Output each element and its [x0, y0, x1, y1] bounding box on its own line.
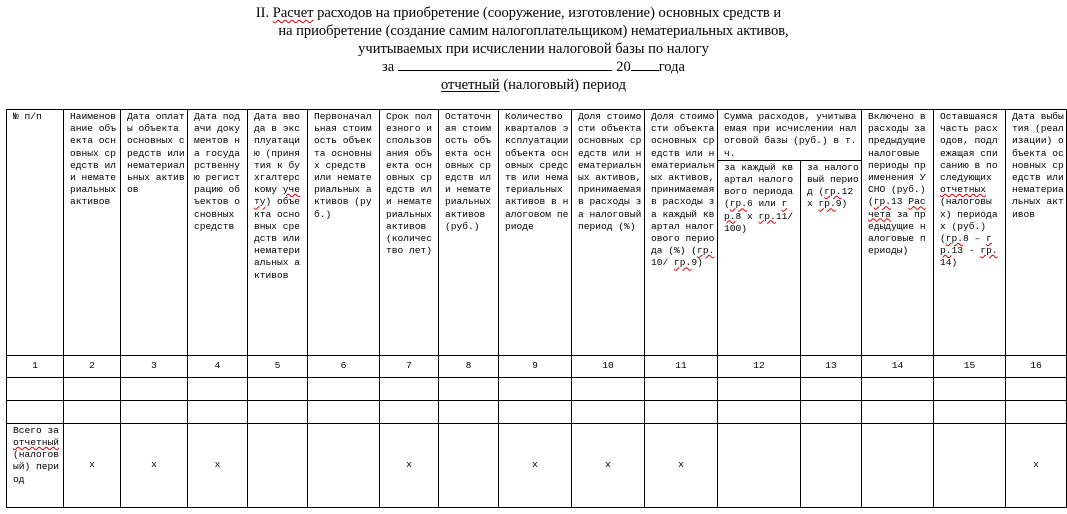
col-11-header: Доля стоимости объекта основных средств или нематериальных активов, принимаемая в расходы за каждый квартал налогового периода (%) (гр.10/ гр.9): [645, 110, 718, 356]
total-row: [7, 423, 1067, 507]
total-x-mark: х: [188, 423, 248, 507]
title-line-1: II. Расчет расходов на приобретение (сооружение, изготовление) основных средств и: [255, 5, 782, 21]
table-cell[interactable]: [1006, 400, 1067, 423]
table-cell[interactable]: [572, 400, 645, 423]
table-cell[interactable]: [499, 377, 572, 400]
col-num-12: 12: [718, 355, 801, 377]
col-num-4: 4: [188, 355, 248, 377]
col-num-16: 16: [1006, 355, 1067, 377]
table-cell[interactable]: [499, 400, 572, 423]
table-cell[interactable]: [121, 377, 188, 400]
col-num-14: 14: [862, 355, 934, 377]
total-x-mark: х: [380, 423, 439, 507]
total-x-mark: х: [499, 423, 572, 507]
col-num-6: 6: [308, 355, 380, 377]
table-cell[interactable]: [380, 400, 439, 423]
form-title: [0, 4, 1067, 94]
total-x-mark: х: [64, 423, 121, 507]
title-line-5: отчетный (налоговый) период: [440, 77, 627, 93]
table-cell[interactable]: [934, 400, 1006, 423]
col-12-header: за каждый квартал налогового периода (гр.6 или гр.8 х гр.11/100): [718, 160, 801, 355]
table-cell[interactable]: [7, 400, 64, 423]
col-num-3: 3: [121, 355, 188, 377]
total-cell[interactable]: [308, 423, 380, 507]
col-8-header: Остаточная стоимость объекта основных средств или нематериальных активов (руб.): [439, 110, 499, 356]
col-num-1: 1: [7, 355, 64, 377]
table-cell[interactable]: [439, 400, 499, 423]
table-cell[interactable]: [308, 400, 380, 423]
col-15-header: Оставшаяся часть расходов, подлежащая списанию в последующих отчетных (налоговых) периодах (руб.) (гр.8 – гр.13 - гр.14): [934, 110, 1006, 356]
col-num-10: 10: [572, 355, 645, 377]
col-12-13-group-header: Сумма расходов, учитываемая при исчислении налоговой базы (руб.) в т.ч.: [718, 110, 862, 161]
total-cell[interactable]: [439, 423, 499, 507]
col-num-5: 5: [248, 355, 308, 377]
total-cell[interactable]: [862, 423, 934, 507]
table-cell[interactable]: [645, 377, 718, 400]
year-blank-field[interactable]: [631, 58, 659, 71]
total-label: Всего за отчетный (налоговый) период: [7, 423, 64, 507]
col-num-13: 13: [801, 355, 862, 377]
col-16-header: Дата выбытия (реализации) объекта основных средств или нематериальных активов: [1006, 110, 1067, 356]
table-cell[interactable]: [7, 377, 64, 400]
col-num-9: 9: [499, 355, 572, 377]
col-num-2: 2: [64, 355, 121, 377]
title-line-3: учитываемых при исчислении налоговой базы по налогу: [358, 41, 709, 57]
table-cell[interactable]: [248, 377, 308, 400]
table-cell[interactable]: [188, 400, 248, 423]
col-num-11: 11: [645, 355, 718, 377]
table-cell[interactable]: [64, 400, 121, 423]
table-cell[interactable]: [645, 400, 718, 423]
table-row: [7, 400, 1067, 423]
table-cell[interactable]: [121, 400, 188, 423]
total-x-mark: х: [121, 423, 188, 507]
table-cell[interactable]: [64, 377, 121, 400]
col-num-15: 15: [934, 355, 1006, 377]
table-cell[interactable]: [308, 377, 380, 400]
table-cell[interactable]: [801, 377, 862, 400]
total-cell[interactable]: [718, 423, 801, 507]
col-num-7: 7: [380, 355, 439, 377]
total-cell[interactable]: [934, 423, 1006, 507]
col-10-header: Доля стоимости объекта основных средств или нематериальных активов, принимаемая в расходы за налоговый период (%): [572, 110, 645, 356]
col-5-header: Дата ввода в эксплуатацию (принятия к бухгалтерскому учету) объекта основных средств или нематериальных активов: [248, 110, 308, 356]
table-row: [7, 377, 1067, 400]
column-number-row: [7, 355, 1067, 377]
table-cell[interactable]: [188, 377, 248, 400]
col-2-header: Наименование объекта основных средств или нематериальных активов: [64, 110, 121, 356]
table-cell[interactable]: [572, 377, 645, 400]
period-blank-field[interactable]: [398, 58, 612, 71]
col-num-8: 8: [439, 355, 499, 377]
col-13-header: за налоговый период (гр.12 х гр.9): [801, 160, 862, 355]
expenses-table: [6, 109, 1067, 508]
title-line-2: на приобретение (создание самим налогоплательщиком) нематериальных активов,: [278, 23, 789, 39]
total-x-mark: х: [1006, 423, 1067, 507]
col-1-header: № п/п: [7, 110, 64, 356]
table-cell[interactable]: [801, 400, 862, 423]
col-9-header: Количество кварталов эксплуатации объекта основных средств или нематериальных активов в налоговом периоде: [499, 110, 572, 356]
col-7-header: Срок полезного использования объекта основных средств или нематериальных активов (количество лет): [380, 110, 439, 356]
table-cell[interactable]: [934, 377, 1006, 400]
col-3-header: Дата оплаты объекта основных средств или нематериальных активов: [121, 110, 188, 356]
total-cell[interactable]: [248, 423, 308, 507]
col-6-header: Первоначальная стоимость объекта основных средств или нематериальных активов (руб.): [308, 110, 380, 356]
table-cell[interactable]: [862, 377, 934, 400]
col-14-header: Включено в расходы за предыдущие налоговые периоды применения УСНО (руб.) (гр.13 Расчета за предыдущие налоговые периоды): [862, 110, 934, 356]
title-line-4: за 20 года: [382, 59, 685, 75]
table-cell[interactable]: [718, 400, 801, 423]
header-row-top: [7, 110, 1067, 161]
table-cell[interactable]: [718, 377, 801, 400]
table-cell[interactable]: [439, 377, 499, 400]
total-x-mark: х: [572, 423, 645, 507]
total-x-mark: х: [645, 423, 718, 507]
table-cell[interactable]: [248, 400, 308, 423]
table-cell[interactable]: [862, 400, 934, 423]
total-cell[interactable]: [801, 423, 862, 507]
table-cell[interactable]: [1006, 377, 1067, 400]
table-cell[interactable]: [380, 377, 439, 400]
col-4-header: Дата подачи документов на государственную регистрацию объектов основных средств: [188, 110, 248, 356]
